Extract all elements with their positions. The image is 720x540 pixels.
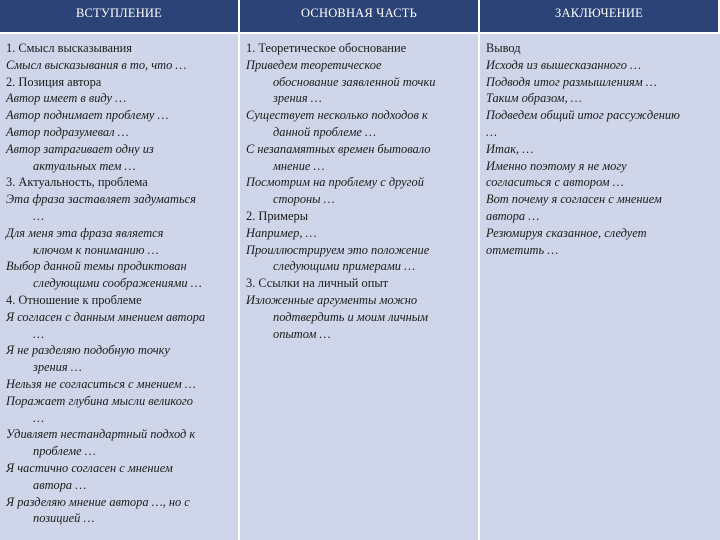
main-part-line: С незапамятных времен бытовало — [246, 141, 431, 156]
intro-line: позицией … — [33, 511, 95, 526]
header-main-part: ОСНОВНАЯ ЧАСТЬ — [240, 0, 480, 34]
intro-line: Автор имеет в виду … — [6, 91, 127, 106]
conclusion-line: … — [486, 124, 498, 139]
main-part-line: Посмотрим на проблему с другой — [246, 175, 424, 190]
intro-line: 3. Актуальность, проблема — [6, 175, 148, 190]
main-part-line: обоснование заявленной точки — [273, 74, 436, 89]
conclusion-line: автора … — [486, 208, 540, 223]
conclusion-column — [480, 34, 720, 540]
intro-line: Автор поднимает проблему … — [6, 108, 169, 123]
main-part-line: Изложенные аргументы можно — [246, 292, 418, 307]
conclusion-line: Подведем общий итог рассуждению — [486, 108, 680, 123]
intro-line: Нельзя не согласиться с мнением … — [6, 376, 196, 391]
intro-line: … — [33, 410, 45, 425]
main-part-line: зрения … — [273, 91, 322, 106]
intro-line: Смысл высказывания в то, что … — [6, 57, 187, 72]
intro-line: Для меня эта фраза является — [6, 225, 164, 240]
main-part-line: подтвердить и моим личным — [273, 309, 429, 324]
conclusion-line: Именно поэтому я не могу — [486, 158, 627, 173]
main-part-line: мнение … — [273, 158, 325, 173]
main-part-line: Например, … — [246, 225, 317, 240]
main-part-line: Проиллюстрируем это положение — [246, 242, 430, 257]
intro-line: зрения … — [33, 360, 82, 375]
main-part-line: стороны … — [273, 192, 335, 207]
conclusion-line: Итак, … — [486, 141, 534, 156]
intro-line: ключом к пониманию … — [33, 242, 159, 257]
intro-line: Удивляет нестандартный подход к — [6, 427, 196, 442]
conclusion-line: Таким образом, … — [486, 91, 582, 106]
intro-line: 4. Отношение к проблеме — [6, 292, 142, 307]
conclusion-line: Исходя из вышесказанного … — [486, 57, 642, 72]
intro-column — [0, 34, 240, 540]
conclusion-line: Вот почему я согласен с мнением — [486, 192, 662, 207]
main-part-line: данной проблеме … — [273, 124, 377, 139]
header-conclusion: ЗАКЛЮЧЕНИЕ — [480, 0, 720, 34]
intro-line: … — [33, 326, 45, 341]
conclusion-line: согласиться с автором … — [486, 175, 624, 190]
main-part-column — [240, 34, 480, 540]
main-part-line: опытом … — [273, 326, 331, 341]
intro-line: Я частично согласен с мнением — [6, 460, 173, 475]
intro-line: актуальных тем … — [33, 158, 136, 173]
main-part-line: 1. Теоретическое обоснование — [246, 41, 407, 55]
intro-line: Я не разделяю подобную точку — [6, 343, 170, 358]
header-intro: ВСТУПЛЕНИЕ — [0, 0, 240, 34]
intro-line: 1. Смысл высказывания — [6, 41, 132, 55]
intro-line: Эта фраза заставляет задуматься — [6, 192, 196, 207]
main-part-line: 3. Ссылки на личный опыт — [246, 276, 389, 291]
intro-line: 2. Позиция автора — [6, 74, 102, 89]
intro-line: Я разделяю мнение автора …, но с — [6, 494, 190, 509]
intro-line: Автор затрагивает одну из — [6, 141, 154, 156]
intro-line: Автор подразумевал … — [6, 124, 129, 139]
intro-line: Поражает глубина мысли великого — [6, 393, 193, 408]
conclusion-line: Вывод — [486, 41, 521, 55]
main-part-line: следующими примерами … — [273, 259, 416, 274]
main-part-line: 2. Примеры — [246, 208, 309, 223]
intro-line: … — [33, 208, 45, 223]
intro-line: Я согласен с данным мнением автора — [6, 309, 206, 324]
intro-line: проблеме … — [33, 444, 96, 459]
main-part-line: Существует несколько подходов к — [246, 108, 428, 123]
intro-line: автора … — [33, 477, 87, 492]
intro-line: Выбор данной темы продиктован — [6, 259, 187, 274]
conclusion-line: отметить … — [486, 242, 559, 257]
conclusion-line: Резюмируя сказанное, следует — [486, 225, 647, 240]
intro-line: следующими соображениями … — [33, 276, 202, 291]
main-part-line: Приведем теоретическое — [246, 57, 382, 72]
conclusion-line: Подводя итог размышлениям … — [486, 74, 657, 89]
